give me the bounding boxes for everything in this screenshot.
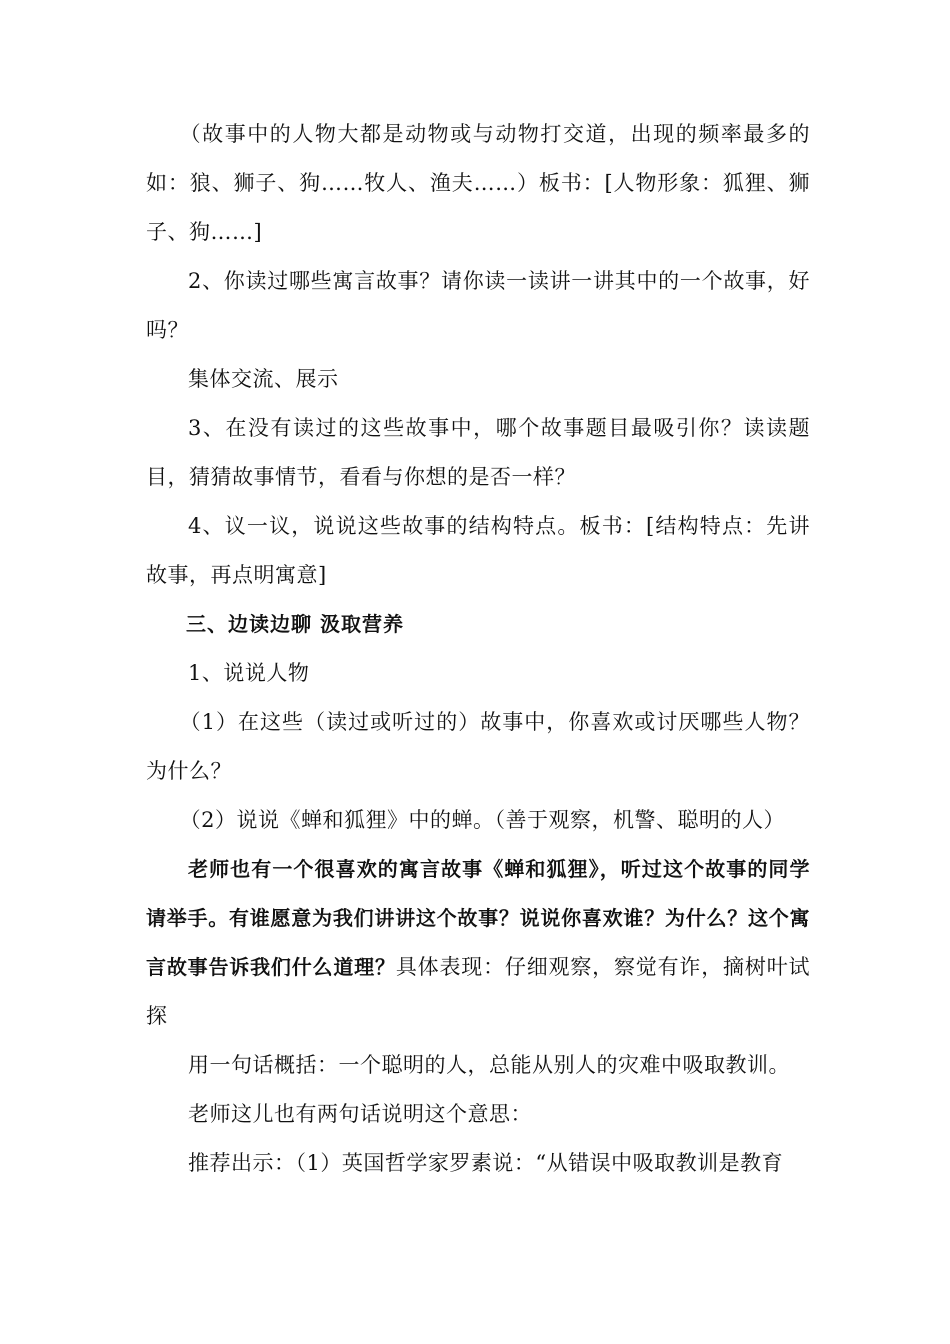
paragraph-item-1: （1）在这些（读过或听过的）故事中，你喜欢或讨厌哪些人物？为什么？ <box>146 710 810 783</box>
paragraph-teacher-quotes-intro: 老师这儿也有两句话说明这个意思： <box>188 1102 532 1126</box>
teacher-story-bold-text: 老师也有一个很喜欢的寓言故事《蝉和狐狸》，听过这个故事的同学请举手。有谁愿意为我们讲讲这个故事？说说你喜欢谁？为什么？这个寓言故事告诉我们什么道理？ <box>146 857 810 979</box>
paragraph-item-2: （2）说说《蝉和狐狸》中的蝉。（善于观察，机警、聪明的人） <box>179 808 785 832</box>
paragraph-character-note: （故事中的人物大都是动物或与动物打交道，出现的频率最多的如：狼、狮子、狗……牧人、渔夫……）板书：[人物形象：狐狸、狮子、狗……] <box>146 122 810 244</box>
paragraph-summary: 用一句话概括：一个聪明的人，总能从别人的灾难中吸取教训。 <box>188 1053 790 1077</box>
paragraph-question-4: 4、议一议，说说这些故事的结构特点。板书：[结构特点：先讲故事，再点明寓意] <box>146 514 810 587</box>
paragraph-talk-characters: 1、说说人物 <box>188 661 310 685</box>
paragraph-question-2: 2、你读过哪些寓言故事？请你读一读讲一讲其中的一个故事，好吗？ <box>146 269 810 342</box>
document-body <box>146 110 810 1188</box>
paragraph-group-share: 集体交流、展示 <box>188 367 339 391</box>
teacher-story-detail-text: 具体表现：仔细观察，察觉有诈，摘树叶试探 <box>146 955 811 1028</box>
paragraph-question-3: 3、在没有读过的这些故事中，哪个故事题目最吸引你？读读题目，猜猜故事情节，看看与你想的是否一样？ <box>146 416 810 489</box>
section-heading-3: 三、边读边聊 汲取营养 <box>186 612 404 636</box>
paragraph-recommend: 推荐出示：（1）英国哲学家罗素说：“从错误中吸取教训是教育 <box>188 1151 784 1175</box>
paragraph-teacher-story <box>146 845 810 1041</box>
